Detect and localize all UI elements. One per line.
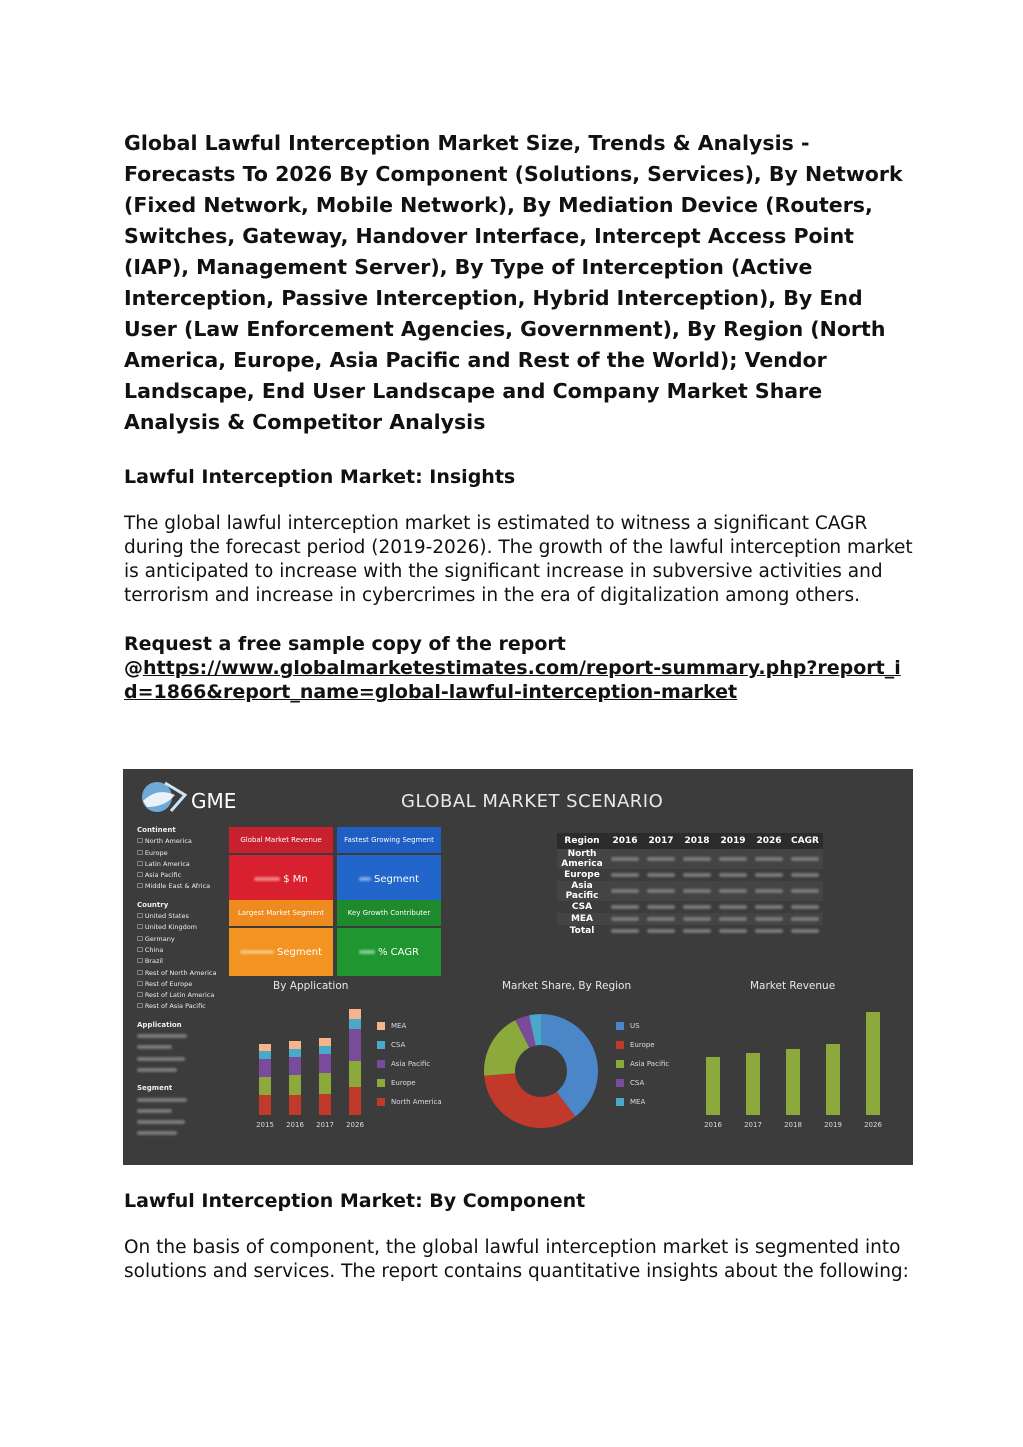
sample-report-link[interactable]: https://www.globalmarketestimates.com/report-summary.php?report_id=1866&report_name=global-lawful-interception-market: [124, 657, 901, 703]
filter-country[interactable]: ☐ Rest of Latin America: [137, 990, 232, 1001]
table-row: [557, 849, 823, 869]
revenue-bar-2018: [786, 1049, 800, 1115]
x-tick-label: 2015: [256, 1121, 274, 1129]
country-heading: Country: [137, 900, 169, 909]
table-header: 2016: [607, 833, 643, 849]
card-value: Segment: [229, 928, 333, 976]
blurred-filter: [137, 1031, 232, 1042]
filter-continent[interactable]: ☐ North America: [137, 836, 232, 847]
x-tick-label: 2017: [744, 1121, 762, 1129]
region-name: Total: [569, 926, 595, 936]
x-tick-label: 2016: [286, 1121, 304, 1129]
blurred-filter: [137, 1128, 232, 1139]
continent-heading: Continent: [137, 826, 176, 834]
filter-country[interactable]: ☐ United Kingdom: [137, 922, 232, 933]
at-sign: @: [124, 657, 143, 679]
table-header: 2026: [751, 833, 787, 849]
bar-2017: [319, 1038, 331, 1115]
table-row: [557, 901, 823, 913]
card-key-growth-contributer: [337, 900, 441, 976]
card-label: Global Market Revenue: [229, 827, 333, 853]
card-label: Fastest Growing Segment: [337, 827, 441, 853]
component-heading: Lawful Interception Market: By Component: [124, 1190, 586, 1212]
bar-2026: [349, 1009, 361, 1115]
globe-logo-icon: [135, 777, 191, 817]
legend-item: Asia Pacific: [377, 1055, 442, 1074]
x-tick-label: 2017: [316, 1121, 334, 1129]
filter-continent[interactable]: ☐ Middle East & Africa: [137, 881, 232, 892]
scenario-title: GLOBAL MARKET SCENARIO: [401, 791, 664, 812]
by-application-legend: [377, 1017, 442, 1112]
table-header-row: [557, 833, 823, 849]
legend-item: MEA: [377, 1017, 442, 1036]
bar-2016: [289, 1041, 301, 1115]
blurred-filter: [137, 1065, 232, 1076]
revenue-bar-2019: [826, 1044, 840, 1115]
filter-country[interactable]: ☐ Rest of Asia Pacific: [137, 1001, 232, 1012]
card-value: $ Mn: [229, 855, 333, 903]
insights-paragraph: The global lawful interception market is estimated to witness a significant CAGR during the forecast period (2019-2026). The growth of the lawful interception market is anticipated to increase with the significant increase in subversive activities and terrorism and increase in cybercrimes in the era of digitalization among others.: [124, 513, 913, 606]
market-revenue-title: Market Revenue: [750, 980, 836, 992]
sample-request-label: Request a free sample copy of the report: [124, 633, 566, 655]
table-row: [557, 881, 823, 901]
filter-country[interactable]: ☐ United States: [137, 911, 232, 922]
revenue-bar-2017: [746, 1053, 760, 1115]
filter-continent[interactable]: ☐ Europe: [137, 848, 232, 859]
region-name: MEA: [557, 913, 607, 925]
by-application-chart: [243, 1005, 373, 1131]
x-tick-label: 2019: [824, 1121, 842, 1129]
table-header: Region: [557, 833, 607, 849]
card-fastest-growing-segment: [337, 827, 441, 903]
filter-country[interactable]: ☐ Rest of North America: [137, 968, 232, 979]
blurred-filter: [137, 1117, 232, 1128]
filter-country[interactable]: ☐ China: [137, 945, 232, 956]
legend-item: Asia Pacific: [616, 1055, 669, 1074]
card-label: Key Growth Contributer: [337, 900, 441, 926]
document-page: [124, 128, 914, 704]
card-value: % CAGR: [337, 928, 441, 976]
legend-item: MEA: [616, 1093, 669, 1112]
region-name: Asia Pacific: [557, 881, 607, 901]
blurred-filter: [137, 1042, 232, 1053]
application-heading: Application: [137, 1020, 182, 1029]
region-name: Europe: [564, 870, 600, 880]
table-row: [557, 925, 823, 937]
report-title: Global Lawful Interception Market Size, Trends & Analysis - Forecasts To 2026 By Component (Solutions, Services), By Network (Fixed Network, Mobile Network), By Mediation Device (Routers, Switches, Gateway, Handover Interface, Intercept Access Point (IAP), Management Server), By Type of Interception (Active Interception, Passive Interception, Hybrid Interception), By End User (Law Enforcement Agencies, Government), By Region (North America, Europe, Asia Pacific and Rest of the World); Vendor Landscape, End User Landscape and Company Market Share Analysis & Competitor Analysis: [124, 131, 903, 434]
blurred-filter: [137, 1106, 232, 1117]
blurred-filter: [137, 1054, 232, 1065]
x-tick-label: 2018: [784, 1121, 802, 1129]
card-largest-market-segment: [229, 900, 333, 976]
x-tick-label: 2026: [346, 1121, 364, 1129]
table-header: 2018: [679, 833, 715, 849]
filter-continent[interactable]: ☐ Asia Pacific: [137, 870, 232, 881]
market-share-donut: [479, 1009, 609, 1139]
table-header: 2017: [643, 833, 679, 849]
region-table: [557, 833, 823, 937]
table-row: [557, 913, 823, 925]
legend-item: CSA: [377, 1036, 442, 1055]
component-paragraph: On the basis of component, the global lawful interception market is segmented into solutions and services. The report contains quantitative insights about the following:: [124, 1237, 909, 1282]
sample-request: [124, 632, 914, 704]
filter-country[interactable]: ☐ Rest of Europe: [137, 979, 232, 990]
x-tick-label: 2016: [704, 1121, 722, 1129]
gme-logo-text: GME: [191, 789, 237, 813]
slice-europe: [484, 1073, 575, 1128]
legend-item: Europe: [616, 1036, 669, 1055]
region-name: North America: [557, 849, 607, 869]
table-row: [557, 869, 823, 881]
market-scenario-infographic: [123, 769, 913, 1165]
filter-continent[interactable]: ☐ Latin America: [137, 859, 232, 870]
insights-heading: Lawful Interception Market: Insights: [124, 466, 516, 488]
table-header: CAGR: [787, 833, 823, 849]
market-revenue-chart: [698, 1005, 898, 1131]
filter-country[interactable]: ☐ Brazil: [137, 956, 232, 967]
revenue-bar-2016: [706, 1057, 720, 1115]
legend-item: CSA: [616, 1074, 669, 1093]
filter-country[interactable]: ☐ Germany: [137, 934, 232, 945]
legend-item: Europe: [377, 1074, 442, 1093]
region-name: CSA: [571, 902, 593, 912]
card-value: Segment: [337, 855, 441, 903]
revenue-bar-2026: [866, 1012, 880, 1115]
x-tick-label: 2026: [864, 1121, 882, 1129]
component-section: [124, 1188, 914, 1284]
market-share-legend: [616, 1017, 669, 1112]
market-share-title: Market Share, By Region: [502, 980, 632, 992]
card-global-market-revenue: [229, 827, 333, 903]
blurred-filter: [137, 1095, 232, 1106]
bar-2015: [259, 1044, 271, 1115]
filter-sidebar: [137, 825, 232, 1140]
card-label: Largest Market Segment: [229, 900, 333, 926]
segment-heading: Segment: [137, 1084, 173, 1093]
legend-item: US: [616, 1017, 669, 1036]
legend-item: North America: [377, 1093, 442, 1112]
by-application-title: By Application: [273, 980, 349, 992]
table-header: 2019: [715, 833, 751, 849]
